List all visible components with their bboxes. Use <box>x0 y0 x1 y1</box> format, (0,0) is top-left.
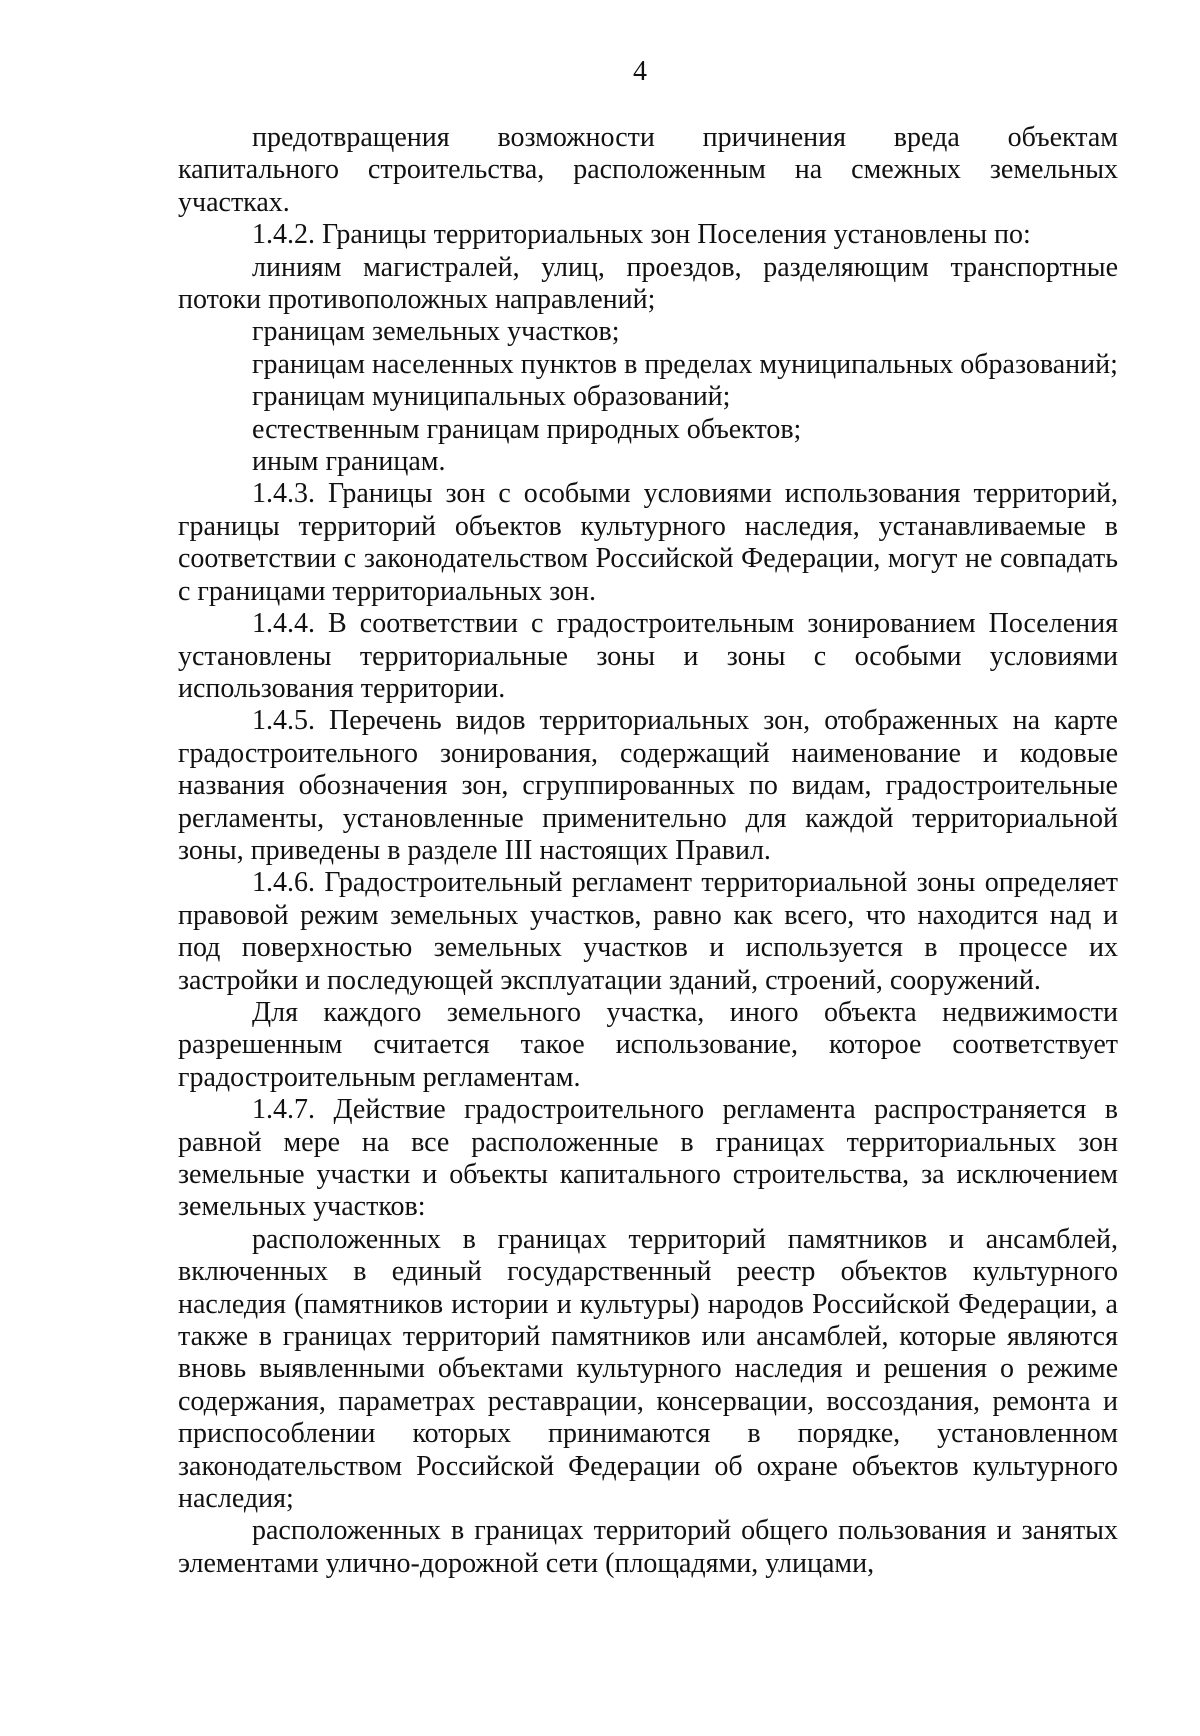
list-item-settlements: границам населенных пунктов в пределах муниципальных образований; <box>252 348 1118 380</box>
list-item-land-plots: границам земельных участков; <box>252 316 620 348</box>
list-item-municipalities: границам муниципальных образований; <box>252 381 731 413</box>
list-item-highways: линиям магистралей, улиц, проездов, разделяющим транспортные потоки противоположных направлений; <box>178 251 1118 316</box>
list-item-natural-objects: естественным границам природных объектов; <box>252 413 802 445</box>
body-text <box>178 122 1118 1580</box>
paragraph-1-4-3: 1.4.3. Границы зон с особыми условиями использования территорий, границы территорий объектов культурного наследия, устанавливаемые в соответствии с законодательством Российской Федерации, могут не совпадать с границами территориальных зон. <box>178 478 1118 607</box>
list-item-other-borders: иным границам. <box>252 446 446 478</box>
list-item-public-territories: расположенных в границах территорий общего пользования и занятых элементами улично-дорожной сети (площадями, улицами, <box>178 1515 1118 1579</box>
paragraph-1-4-2: 1.4.2. Границы территориальных зон Поселения установлены по: <box>252 219 1031 251</box>
paragraph-1-4-4: 1.4.4. В соответствии с градостроительным зонированием Поселения установлены территориальные зоны и зоны с особыми условиями использования территории. <box>178 608 1118 704</box>
paragraph-1-4-5: 1.4.5. Перечень видов территориальных зон, отображенных на карте градостроительного зонирования, содержащий наименование и кодовые названия обозначения зон, сгруппированных по видам, градостроительные регламенты, установленные применительно для каждой территориальной зоны, приведены в разделе III настоящих Правил. <box>178 705 1118 866</box>
paragraph-1-4-6: 1.4.6. Градостроительный регламент территориальной зоны определяет правовой режим земельных участков, равно как всего, что находится над и под поверхностью земельных участков и используется в процессе их застройки и последующей эксплуатации зданий, строений, сооружений. <box>178 867 1118 996</box>
paragraph-permitted-use: Для каждого земельного участка, иного объекта недвижимости разрешенным считается такое использование, которое соответствует градостроительным регламентам. <box>178 996 1118 1093</box>
paragraph-1-4-7: 1.4.7. Действие градостроительного регламента распространяется в равной мере на все расположенные в границах территориальных зон земельные участки и объекты капитального строительства, за исключением земельных участков: <box>178 1094 1118 1223</box>
page-number: 4 <box>633 56 647 87</box>
list-item-heritage-territories: расположенных в границах территорий памятников и ансамблей, включенных в единый государственный реестр объектов культурного наследия (памятников истории и культуры) народов Российской Федерации, а также в границах территорий памятников или ансамблей, которые являются вновь выявленными объектами культурного наследия и решения о режиме содержания, параметрах реставрации, консервации, воссоздания, ремонта и приспособлении которых принимаются в порядке, установленном законодательством Российской Федерации об охране объектов культурного наследия; <box>178 1223 1118 1515</box>
paragraph-continuation: предотвращения возможности причинения вреда объектам капитального строительства, расположенным на смежных земельных участках. <box>178 122 1118 218</box>
